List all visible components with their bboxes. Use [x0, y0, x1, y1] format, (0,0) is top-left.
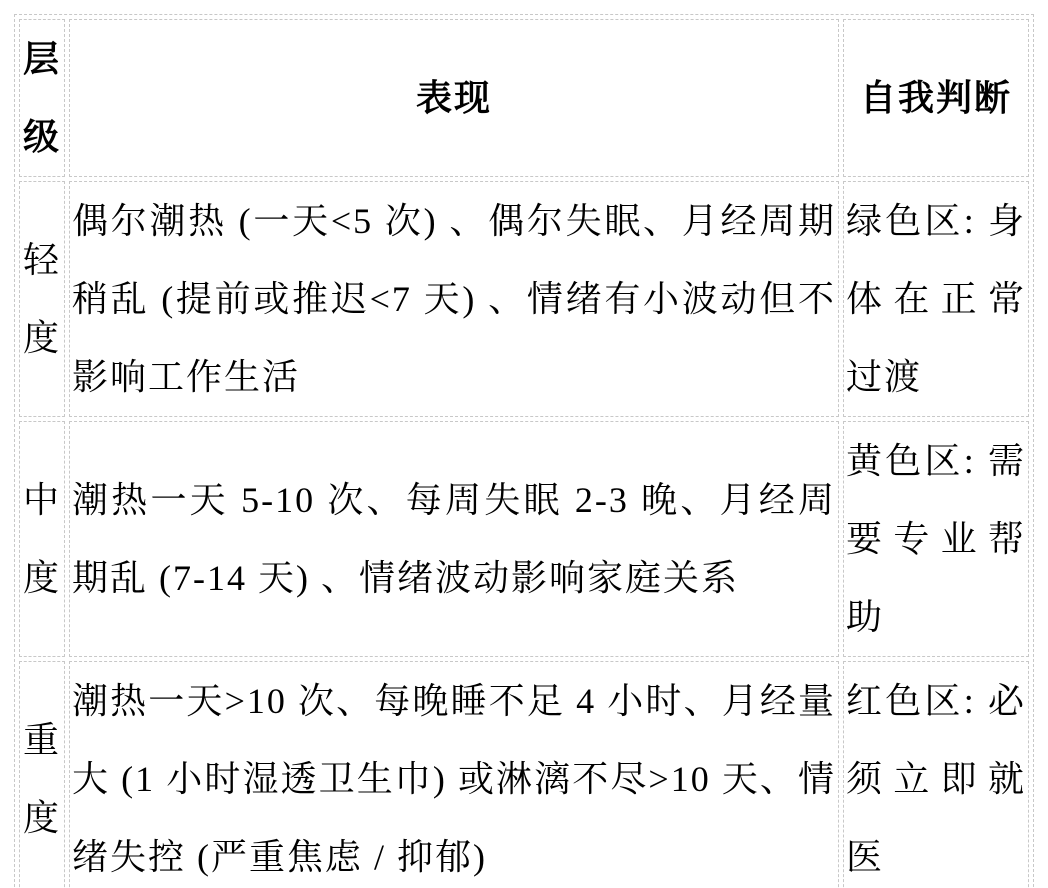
cell-level-mild: 轻度	[19, 181, 65, 417]
cell-level-severe: 重度	[19, 661, 65, 888]
cell-judgment-mild: 绿色区: 身体在正常过渡	[843, 181, 1029, 417]
cell-level-moderate: 中度	[19, 421, 65, 657]
cell-symptoms-moderate: 潮热一天 5-10 次、每周失眠 2-3 晚、月经周期乱 (7-14 天) 、情绪波动影响家庭关系	[69, 421, 839, 657]
table-body	[19, 181, 1029, 888]
table-header	[19, 19, 1029, 177]
table-row-moderate	[19, 421, 1029, 657]
cell-judgment-moderate: 黄色区: 需要专业帮助	[843, 421, 1029, 657]
severity-levels-table	[14, 14, 1034, 888]
cell-symptoms-mild: 偶尔潮热 (一天<5 次) 、偶尔失眠、月经周期稍乱 (提前或推迟<7 天) 、情绪有小波动但不影响工作生活	[69, 181, 839, 417]
column-header-judgment: 自我判断	[843, 19, 1029, 177]
column-header-symptoms: 表现	[69, 19, 839, 177]
column-header-level: 层级	[19, 19, 65, 177]
header-row	[19, 19, 1029, 177]
table-row-severe	[19, 661, 1029, 888]
table-row-mild	[19, 181, 1029, 417]
cell-symptoms-severe: 潮热一天>10 次、每晚睡不足 4 小时、月经量大 (1 小时湿透卫生巾) 或淋漓不尽>10 天、情绪失控 (严重焦虑 / 抑郁)	[69, 661, 839, 888]
cell-judgment-severe: 红色区: 必须立即就医	[843, 661, 1029, 888]
